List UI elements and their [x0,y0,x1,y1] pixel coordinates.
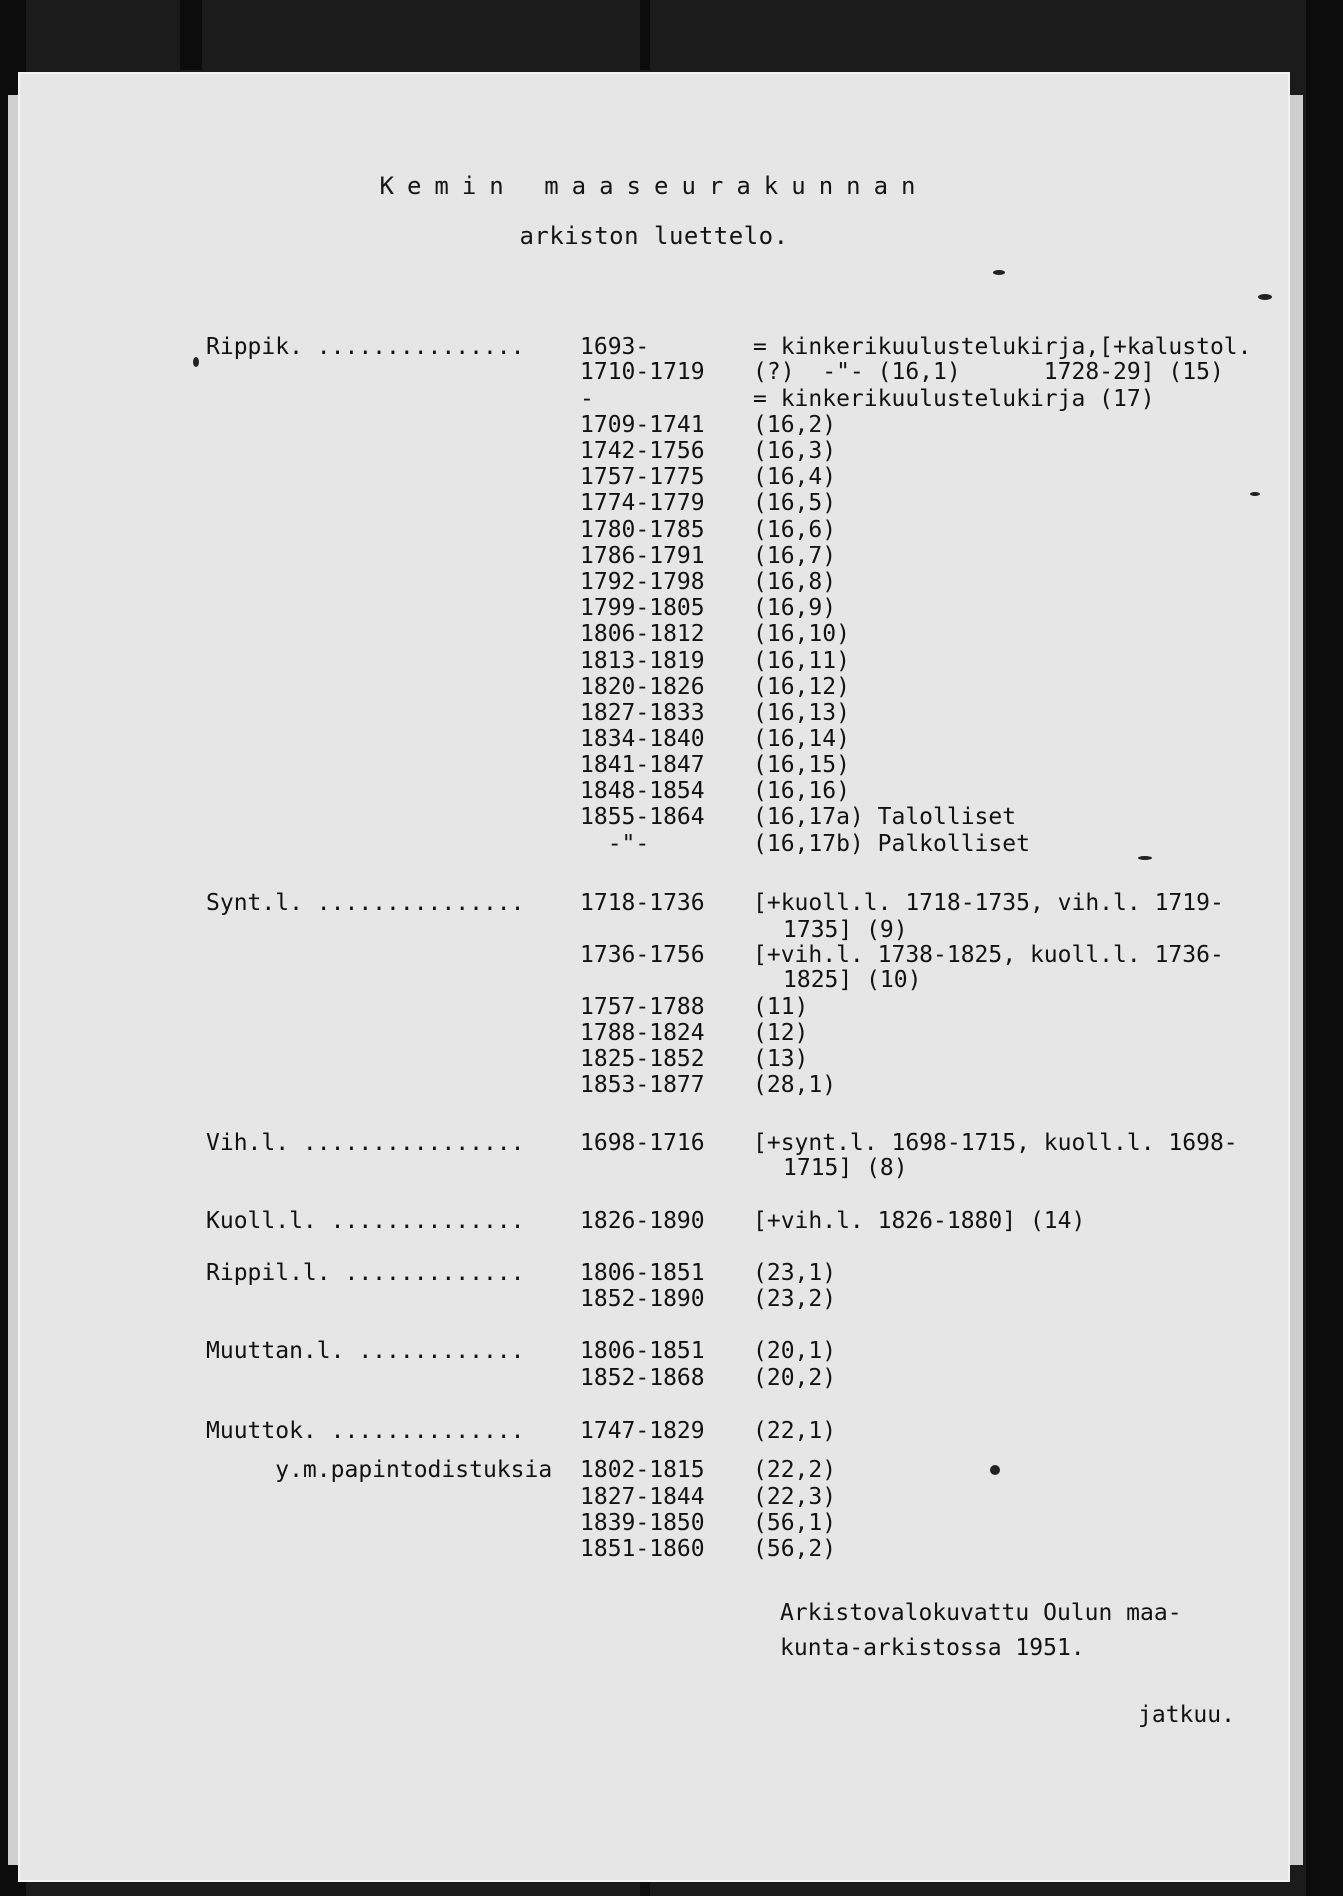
register-years: 1827-1833 [580,700,705,726]
register-years: 1852-1868 [580,1365,705,1391]
register-years: 1742-1756 [580,438,705,464]
archive-note-line1: Arkistovalokuvattu Oulun maa- [780,1600,1182,1626]
ink-speck [1138,856,1152,860]
register-years: 1826-1890 [580,1208,705,1234]
register-reference: (16,7) [753,543,837,569]
register-reference: (20,2) [753,1365,837,1391]
register-reference: (16,14) [753,726,850,752]
register-years: - [580,386,594,412]
register-label: Rippik. ............... [206,334,525,360]
register-years: 1736-1756 [580,942,705,968]
register-reference: (12) [753,1020,809,1046]
register-years: 1827-1844 [580,1484,705,1510]
register-reference: (16,10) [753,621,850,647]
ink-speck [990,1465,1000,1475]
register-years: 1747-1829 [580,1418,705,1444]
register-years: 1848-1854 [580,778,705,804]
register-reference: (23,1) [753,1260,837,1286]
register-years: 1851-1860 [580,1536,705,1562]
register-reference: (28,1) [753,1072,837,1098]
register-years: 1792-1798 [580,569,705,595]
register-years: 1718-1736 [580,890,705,916]
register-years: 1820-1826 [580,674,705,700]
register-reference: (22,2) [753,1457,837,1483]
continues-label: jatkuu. [1138,1702,1235,1728]
register-years: 1757-1775 [580,464,705,490]
register-reference: (16,16) [753,778,850,804]
register-years: 1710-1719 [580,359,705,385]
register-years: 1806-1851 [580,1338,705,1364]
register-reference: (16,12) [753,674,850,700]
film-gap-top-2 [640,0,650,70]
register-reference: (20,1) [753,1338,837,1364]
register-years: 1693- [580,334,650,360]
register-years: -"- [580,831,650,857]
register-years: 1799-1805 [580,595,705,621]
register-years: 1774-1779 [580,490,705,516]
register-years: 1806-1851 [580,1260,705,1286]
register-reference: (?) -"- (16,1) 1728-29] (15) [753,359,1224,385]
register-years: 1852-1890 [580,1286,705,1312]
register-label: Synt.l. ............... [206,890,525,916]
register-reference: (16,8) [753,569,837,595]
register-label: Kuoll.l. .............. [206,1208,525,1234]
archive-note-line2: kunta-arkistossa 1951. [780,1635,1085,1661]
register-reference: 1825] (10) [783,967,922,993]
film-edge-right [1306,0,1343,1896]
register-years: 1802-1815 [580,1457,705,1483]
register-reference: 1735] (9) [783,917,908,943]
register-reference: (16,17b) Palkolliset [753,831,1030,857]
register-years: 1825-1852 [580,1046,705,1072]
register-years: 1757-1788 [580,994,705,1020]
register-reference: (16,5) [753,490,837,516]
register-reference: [+kuoll.l. 1718-1735, vih.l. 1719- [753,890,1224,916]
register-reference: (16,11) [753,648,850,674]
register-reference: [+synt.l. 1698-1715, kuoll.l. 1698- [753,1130,1238,1156]
ink-speck [1250,492,1260,496]
ink-speck [1258,294,1272,300]
register-years: 1813-1819 [580,648,705,674]
register-years: 1806-1812 [580,621,705,647]
register-years: 1786-1791 [580,543,705,569]
register-reference: [+vih.l. 1738-1825, kuoll.l. 1736- [753,942,1224,968]
register-reference: (23,2) [753,1286,837,1312]
register-reference: (13) [753,1046,809,1072]
register-reference: (16,9) [753,595,837,621]
register-reference: (16,15) [753,752,850,778]
register-reference: (11) [753,994,809,1020]
register-label: Vih.l. ................ [206,1130,525,1156]
document-page [18,72,1290,1882]
page-title: Kemin maaseurakunnan [379,172,929,200]
register-reference: = kinkerikuulustelukirja,[+kalustol. [753,334,1252,360]
register-reference: (16,6) [753,517,837,543]
register-reference: (16,13) [753,700,850,726]
film-gap-top [180,0,202,70]
register-reference: (16,2) [753,412,837,438]
register-years: 1698-1716 [580,1130,705,1156]
register-reference: 1715] (8) [783,1155,908,1181]
ink-speck [993,270,1005,275]
register-label: Muuttan.l. ............ [206,1338,525,1364]
register-reference: = kinkerikuulustelukirja (17) [753,386,1155,412]
page-subtitle: arkiston luettelo. [519,222,789,250]
register-reference: (16,17a) Talolliset [753,804,1017,830]
register-reference: [+vih.l. 1826-1880] (14) [753,1208,1086,1234]
register-reference: (56,1) [753,1510,837,1536]
register-label: Muuttok. .............. [206,1418,525,1444]
register-label: Rippil.l. ............. [206,1260,525,1286]
register-years: 1709-1741 [580,412,705,438]
register-reference: (22,1) [753,1418,837,1444]
register-reference: (16,3) [753,438,837,464]
register-years: 1839-1850 [580,1510,705,1536]
register-years: 1788-1824 [580,1020,705,1046]
register-years: 1853-1877 [580,1072,705,1098]
register-years: 1841-1847 [580,752,705,778]
register-years: 1780-1785 [580,517,705,543]
ink-speck [193,357,199,367]
register-reference: (16,4) [753,464,837,490]
register-years: 1834-1840 [580,726,705,752]
register-reference: (22,3) [753,1484,837,1510]
register-label: y.m.papintodistuksia [206,1457,553,1483]
register-reference: (56,2) [753,1536,837,1562]
register-years: 1855-1864 [580,804,705,830]
